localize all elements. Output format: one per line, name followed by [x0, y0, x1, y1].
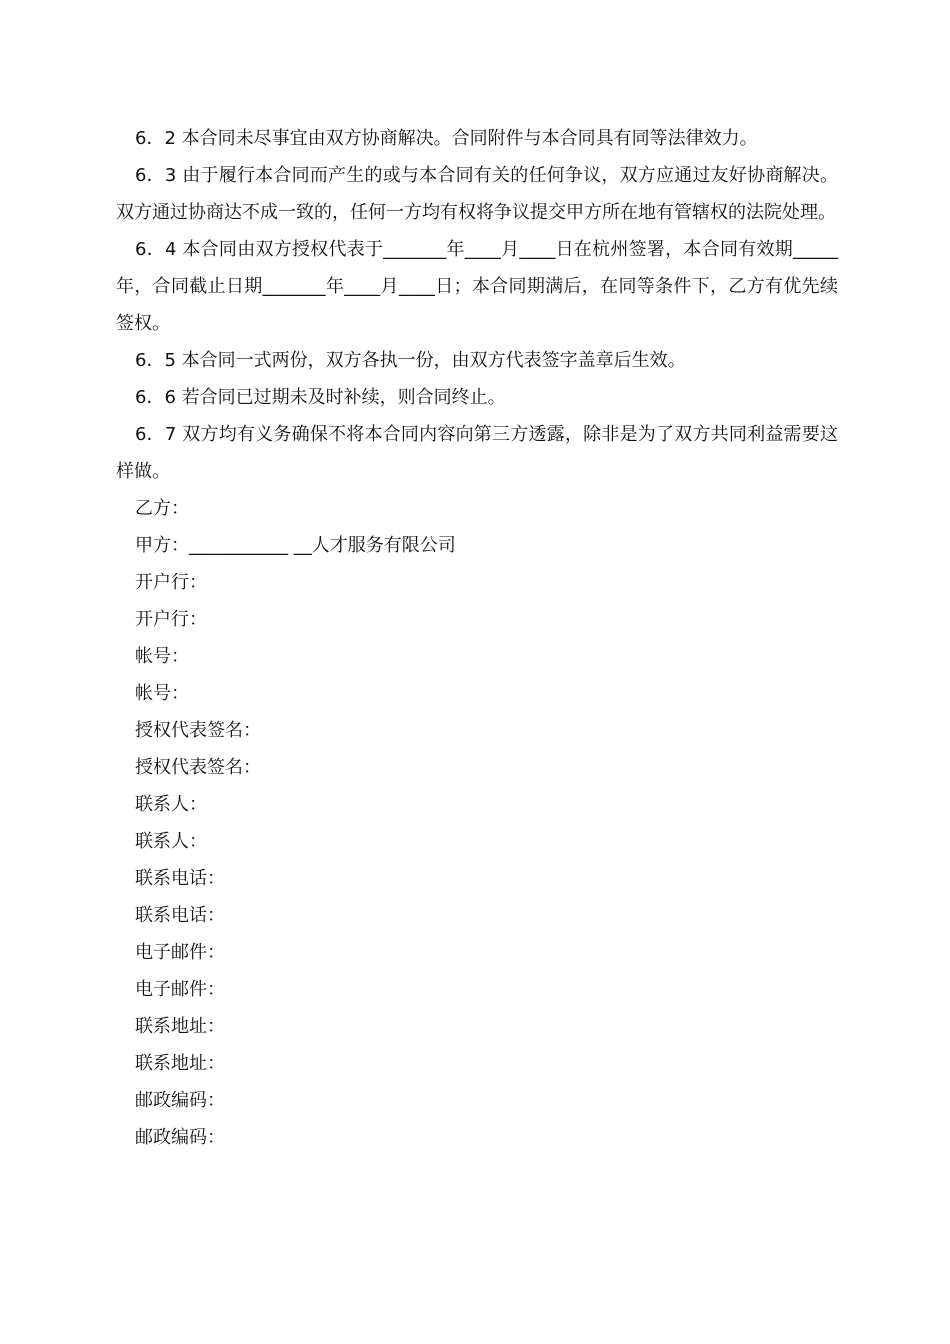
- clause-6-3: 6．3 由于履行本合同而产生的或与本合同有关的任何争议，双方应通过友好协商解决。双方通过协商达不成一致的，任何一方均有权将争议提交甲方所在地有管辖权的法院处理。: [116, 165, 838, 223]
- clause-6-7: 6．7 双方均有义务确保不将本合同内容向第三方透露，除非是为了双方共同利益需要这样做。: [116, 424, 838, 482]
- phone-line: 联系电话：: [135, 905, 225, 926]
- signature-block: [116, 490, 838, 1156]
- account-line: 帐号：: [135, 646, 189, 667]
- clause-6-6: 6．6 若合同已过期未及时补续，则合同终止。: [135, 387, 506, 408]
- email-line: 电子邮件：: [135, 979, 225, 1000]
- party-a-line: 甲方：___________ __人才服务有限公司: [135, 535, 456, 556]
- bank-line: 开户行：: [135, 572, 207, 593]
- contact-person-line: 联系人：: [135, 831, 207, 852]
- bank-line: 开户行：: [135, 609, 207, 630]
- representative-signature-line: 授权代表签名：: [135, 720, 261, 741]
- document-body: [116, 120, 838, 1156]
- email-line: 电子邮件：: [135, 942, 225, 963]
- contact-person-line: 联系人：: [135, 794, 207, 815]
- postal-code-line: 邮政编码：: [135, 1090, 225, 1111]
- clause-6-4: 6．4 本合同由双方授权代表于_______年____月____日在杭州签署，本合同有效期_____年，合同截止日期_______年____月____日；本合同期满后，在同等条件下，乙方有优先续签权。: [116, 239, 838, 334]
- clause-6-5: 6．5 本合同一式两份，双方各执一份，由双方代表签字盖章后生效。: [135, 350, 686, 371]
- phone-line: 联系电话：: [135, 868, 225, 889]
- address-line: 联系地址：: [135, 1053, 225, 1074]
- address-line: 联系地址：: [135, 1016, 225, 1037]
- account-line: 帐号：: [135, 683, 189, 704]
- representative-signature-line: 授权代表签名：: [135, 757, 261, 778]
- clause-6-2: 6．2 本合同未尽事宜由双方协商解决。合同附件与本合同具有同等法律效力。: [135, 128, 758, 149]
- postal-code-line: 邮政编码：: [135, 1127, 225, 1148]
- party-b-line: 乙方：: [135, 498, 189, 519]
